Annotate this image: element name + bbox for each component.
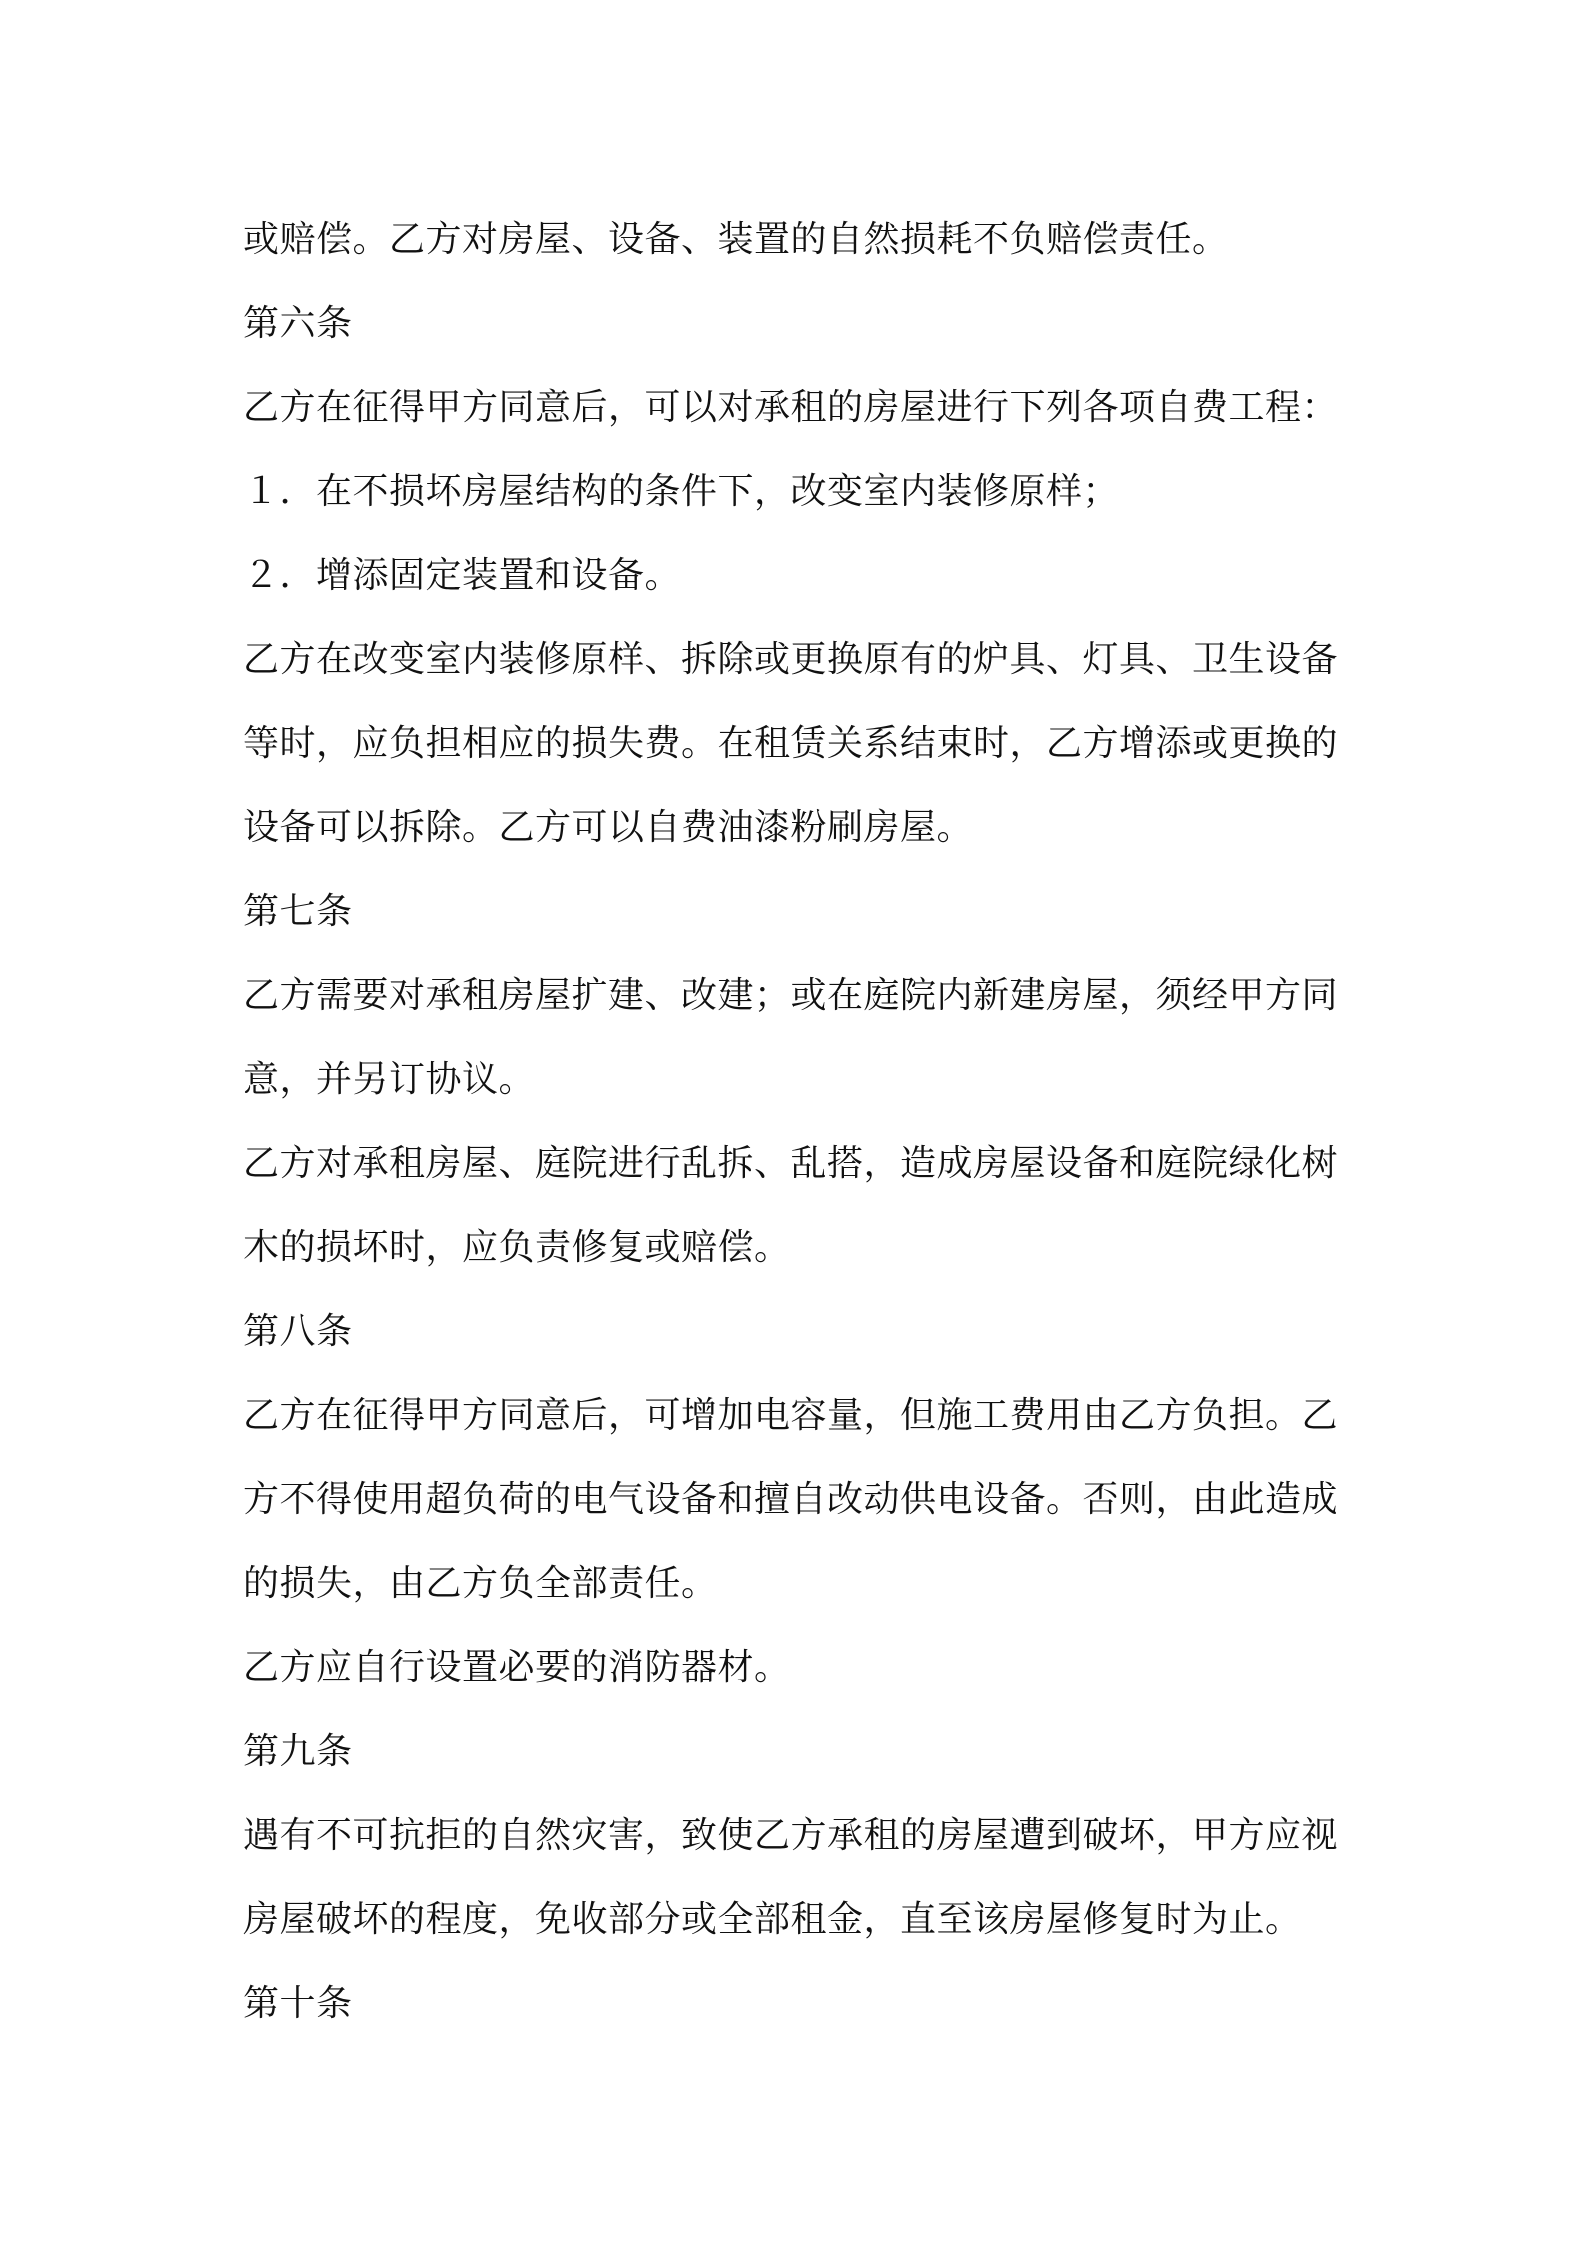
paragraph-line: 设备可以拆除。乙方可以自费油漆粉刷房屋。: [243, 807, 974, 848]
article-heading: 第七条: [243, 891, 353, 932]
list-item: ２．增添固定装置和设备。: [243, 555, 682, 596]
paragraph-line: 或赔偿。乙方对房屋、设备、装置的自然损耗不负赔偿责任。: [243, 219, 1229, 260]
document-body: [243, 198, 1357, 2046]
paragraph-line: 的损失，由乙方负全部责任。: [243, 1563, 718, 1604]
paragraph-line: 房屋破坏的程度，免收部分或全部租金，直至该房屋修复时为止。: [243, 1899, 1302, 1940]
list-item: １．在不损坏房屋结构的条件下，改变室内装修原样；: [243, 471, 1120, 512]
paragraph-line: 意，并另订协议。: [243, 1059, 536, 1100]
article-heading: 第六条: [243, 303, 353, 344]
article-heading: 第八条: [243, 1311, 353, 1352]
article-heading: 第九条: [243, 1731, 353, 1772]
article-heading: 第十条: [243, 1983, 353, 2024]
paragraph-line: 遇有不可抗拒的自然灾害，致使乙方承租的房屋遭到破坏，甲方应视: [243, 1815, 1339, 1856]
paragraph-line: 木的损坏时，应负责修复或赔偿。: [243, 1227, 791, 1268]
paragraph-line: 乙方对承租房屋、庭院进行乱拆、乱搭，造成房屋设备和庭院绿化树: [243, 1143, 1339, 1184]
paragraph-line: 乙方在改变室内装修原样、拆除或更换原有的炉具、灯具、卫生设备: [243, 639, 1339, 680]
paragraph-line: 等时，应负担相应的损失费。在租赁关系结束时，乙方增添或更换的: [243, 723, 1339, 764]
paragraph-line: 方不得使用超负荷的电气设备和擅自改动供电设备。否则，由此造成: [243, 1479, 1339, 1520]
paragraph-line: 乙方需要对承租房屋扩建、改建；或在庭院内新建房屋，须经甲方同: [243, 975, 1339, 1016]
paragraph-line: 乙方在征得甲方同意后，可增加电容量，但施工费用由乙方负担。乙: [243, 1395, 1339, 1436]
paragraph-line: 乙方在征得甲方同意后，可以对承租的房屋进行下列各项自费工程：: [243, 387, 1339, 428]
paragraph-line: 乙方应自行设置必要的消防器材。: [243, 1647, 791, 1688]
